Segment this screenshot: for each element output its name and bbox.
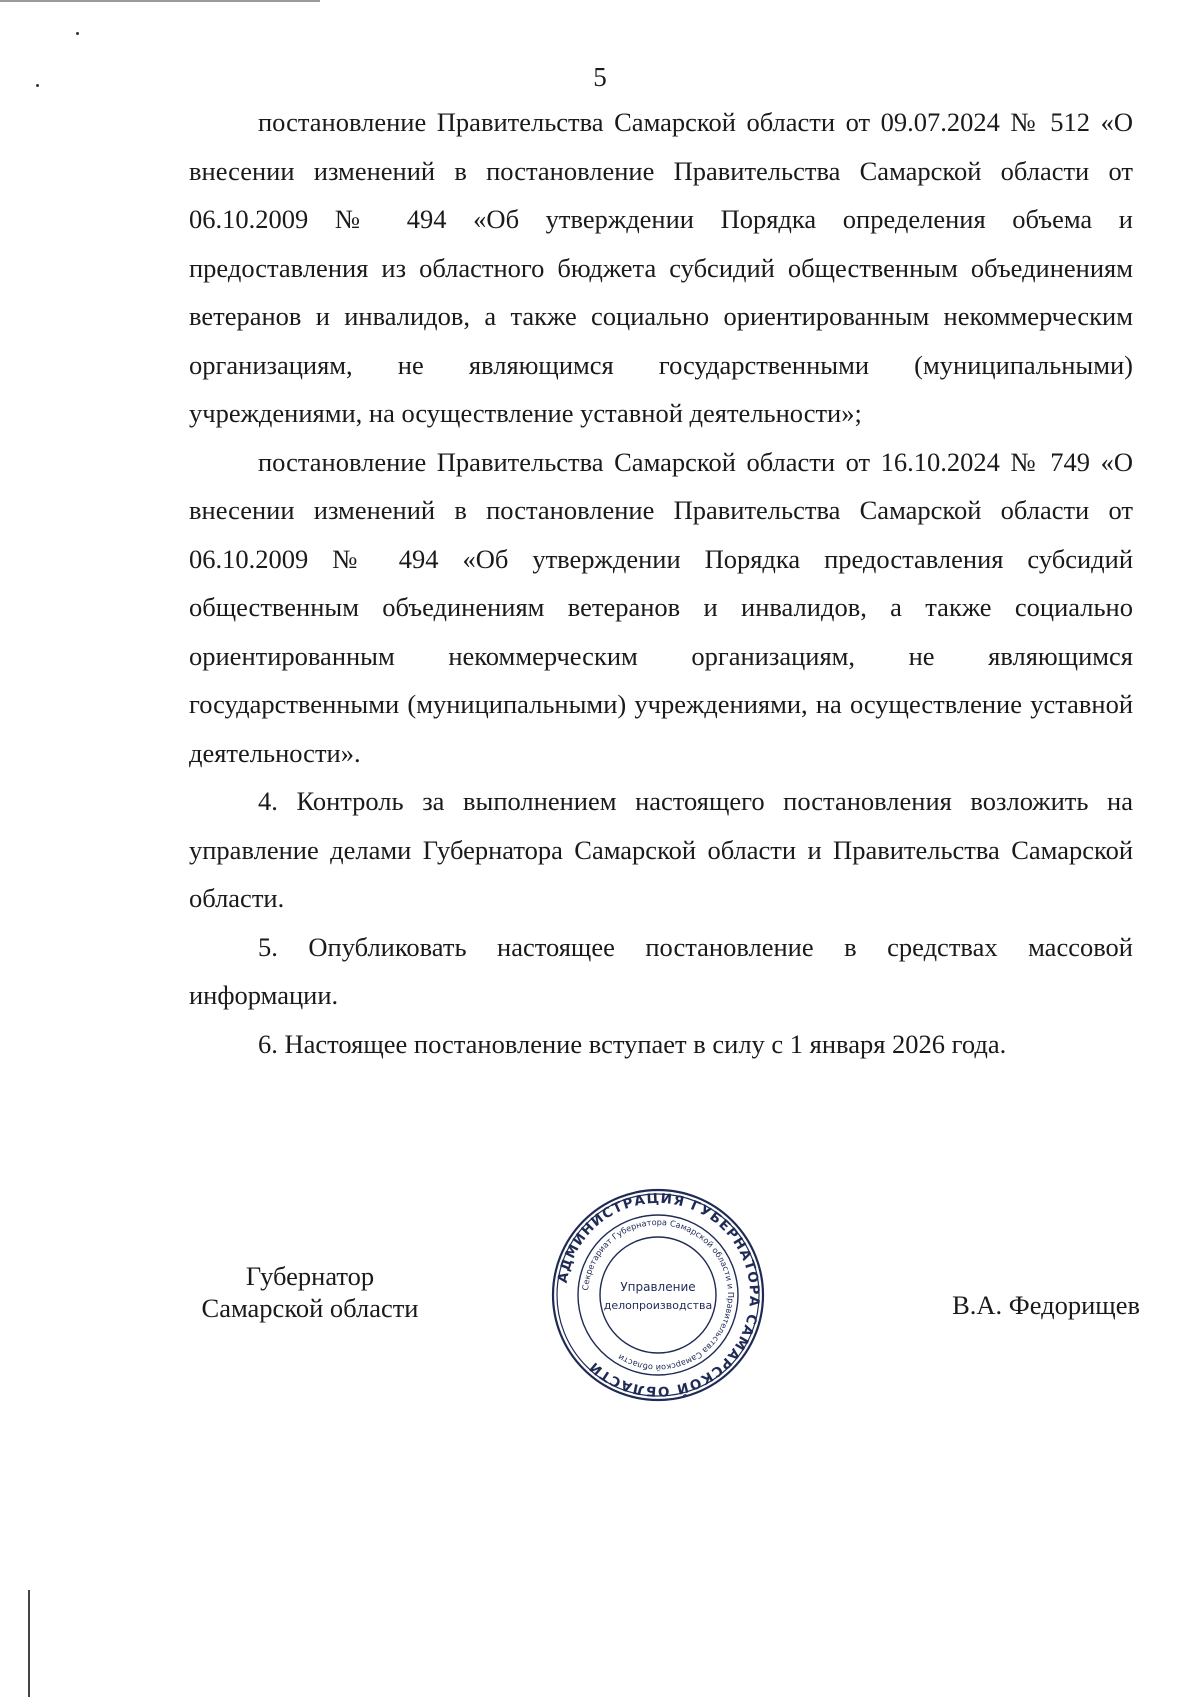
scan-speck [76,32,79,35]
seal-inner-ring-text: Секретариат Губернатора Самарской области и Правительства Самарской области [580,1216,737,1374]
paragraph-item-5: 5. Опубликовать настоящее постановление в средствах массовой информации. [189,931,1133,1010]
scan-edge-left [28,1590,30,1697]
paragraph-item-4: 4. Контроль за выполнением настоящего постановления возложить на управление делами Губернатора Самарской области и Правительства Самарской области. [189,786,1133,913]
seal-outer-ring-text: АДМИНИСТРАЦИЯ ГУБЕРНАТОРА САМАРСКОЙ ОБЛАСТИ [554,1190,763,1400]
scan-edge-top [0,0,320,2]
signer-position-line1: Губернатор [245,1261,375,1291]
signer-position-line2: Самарской области [201,1293,419,1323]
document-body [189,98,1133,1068]
signer-name: В.А. Федорищев [952,1290,1140,1320]
signature-block [0,1190,1200,1430]
signer-position [190,1260,430,1324]
page-number: 5 [593,62,607,92]
official-seal-stamp [548,1185,768,1405]
seal-center-line1: Управление [620,1280,696,1294]
paragraph-resolution-749: постановление Правительства Самарской области от 16.10.2024 № 749 «О внесении изменений в постановление Правительства Самарской области от 06.10.2009 № 494 «Об утверждении Порядка предоставления субсидий общественным объединениям ветеранов и инвалидов, а также социально ориентированным некоммерческим организациям, не являющимся государственными (муниципальными) учреждениями, на осуществление уставной деятельности». [189,446,1133,768]
paragraph-item-6: 6. Настоящее постановление вступает в силу с 1 января 2026 года. [258,1028,1007,1059]
paragraph-resolution-512: постановление Правительства Самарской области от 09.07.2024 № 512 «О внесении изменений в постановление Правительства Самарской области от 06.10.2009 № 494 «Об утверждении Порядка определения объема и предоставления из областного бюджета субсидий общественным объединениям ветеранов и инвалидов, а также социально ориентированным некоммерческим организациям, не являющимся государственными (муниципальными) учреждениями, на осуществление уставной деятельности»; [189,107,1133,428]
seal-center-line2: делопроизводства [603,1299,713,1312]
